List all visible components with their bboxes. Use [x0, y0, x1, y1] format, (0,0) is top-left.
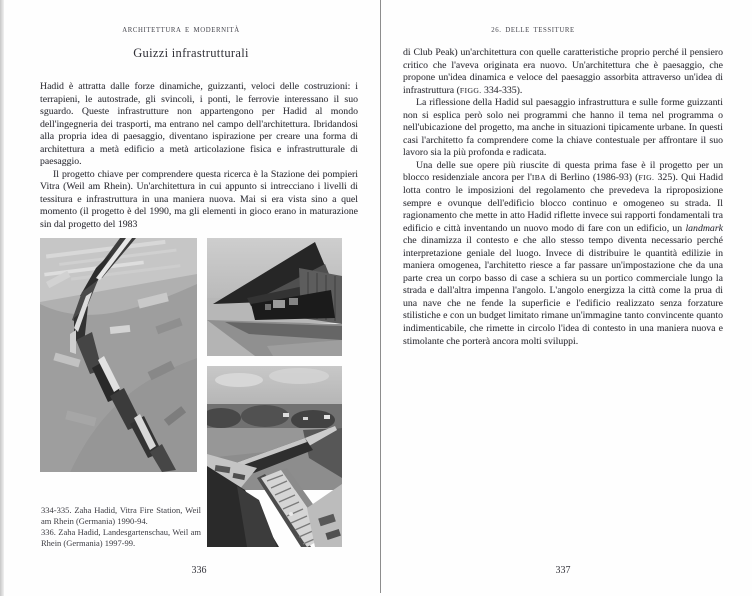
body-text-left: [40, 81, 358, 232]
paragraph: Hadid è attratta dalle forze dinamiche, guizzanti, veloci delle costruzioni: i terrapieni, le autostrade, gli svincoli, i ponti, le ferrovie interessano il suo sguardo. Queste infrastrutture non appartengono per Hadid al mondo dell'ingegneria dei trasporti, ma entrano nel campo dell'architettura. Ibridandosi alla propria idea di paesaggio, diventano ispirazione per creare una forma di architettura a metà edificio a metà articolazione fisica e infrastrutturale di paesaggio.: [40, 81, 358, 168]
section-title: Guizzi infrastrutturali: [133, 46, 249, 60]
page-gutter-divider: [380, 0, 381, 593]
page-number-left: 336: [191, 565, 207, 576]
page-edge-shadow: [0, 0, 4, 596]
paragraph: Il progetto chiave per comprendere questa ricerca è la Stazione dei pompieri Vitra (Weil am Rhein). Un'architettura in cui appunto si intrecciano i livelli di tessitura e infrastruttura in una maniera nuova. Mai si era vista sino a quel momento (il progetto è del 1990, ma gli elementi in gioco erano in maturazione sin dal progetto del 1983: [40, 168, 358, 231]
figure-335-vitra-photo-image: [207, 238, 342, 356]
paragraph: di Club Peak) un'architettura con quelle caratteristiche proprio perché il pensiero critico che l'aveva originata era nuovo. Un'architettura che è paesaggio, che propone un'idea dinamica e veloce del paesaggio assorbita attraverso un'idea di infrastruttura (FIGG. 334-335).: [403, 47, 723, 96]
figure-334-vitra-painting-image: [40, 238, 197, 472]
running-head-left: ARCHITETTURA E MODERNITÀ: [122, 27, 240, 34]
body-text-right: [403, 47, 723, 348]
figure-336-landesgartenschau-photo-image: [207, 366, 342, 547]
figure-caption: [41, 505, 201, 549]
paragraph: La riflessione della Hadid sul paesaggio infrastruttura e sulle forme guizzanti non si esplica però solo nei programmi che hanno il tema nel programma o nell'ubicazione del progetto, ma anche in situazioni tipicamente urbane. In questi casi l'architetto fa comprendere come la chiave contestuale per affrontare il suo lavoro sia la più profonda e radicata.: [403, 97, 723, 159]
page-number-right: 337: [555, 565, 571, 576]
caption-entry: 334-335. Zaha Hadid, Vitra Fire Station, Weil am Rhein (Germania) 1990-94.: [41, 505, 201, 526]
running-head-right: 26. DELLE TESSITURE: [491, 27, 575, 34]
caption-entry: 336. Zaha Hadid, Landesgartenschau, Weil am Rhein (Germania) 1997-99.: [41, 526, 201, 548]
paragraph: Una delle sue opere più riuscite di questa prima fase è il progetto per un blocco residenziale ancora per l'IBA di Berlino (1986-93) (FIG. 325). Qui Hadid lotta contro le imposizioni del regolamento che prevedeva la riproposizione sempre e ovunque dell'edificio blocco continuo e omogeneo su strada. Il ragionamento che mette in atto Hadid riflette invece sui rapporti fondamentali tra edificio e città inventando un nuovo modo di fare con un edificio, un landmark che dinamizza il contesto e che allo stesso tempo diventa necessario perché interpretazione geniale del luogo. Invece di distribuire le quantità edilizie in maniera omogenea, l'architetto riesce a far passare un'impostazione che da una parte crea un corpo basso di case a schiera su un portico commerciale lungo la strada e dall'altra impenna l'angolo. L'angolo energizza la città come la prua di una nave che ne fende la superficie e l'edificio realizzato senza forzature stilistiche e con un budget limitato rimane un'immagine tanto convincente quanto indimenticabile, che rimette in circolo l'idea di contesto in una maniera nuova e stimolante che porterà ancora molti sviluppi.: [403, 159, 723, 347]
